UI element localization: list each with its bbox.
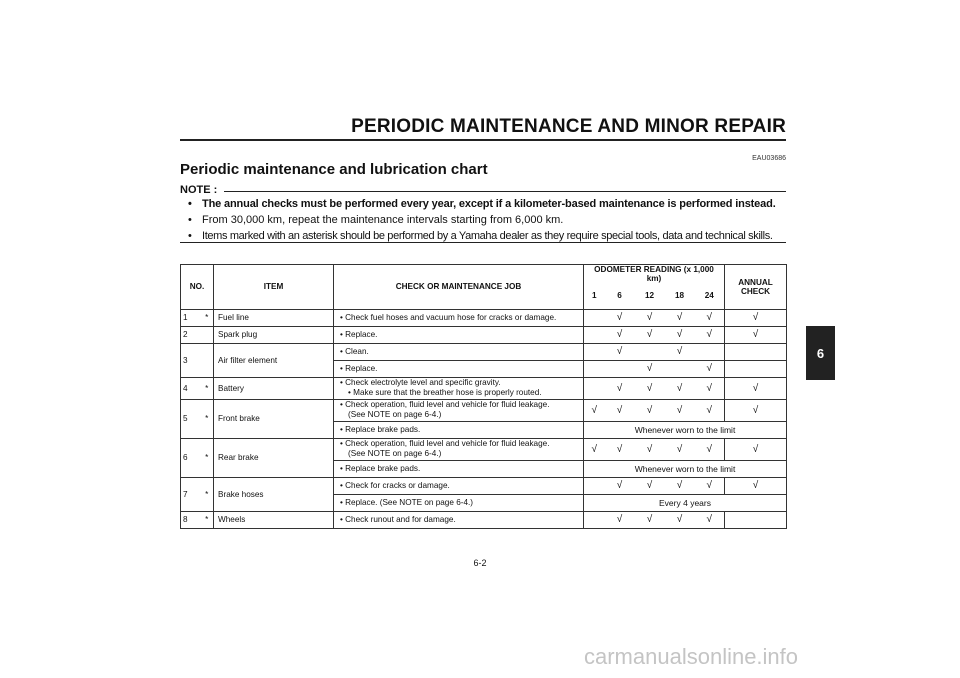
interval-check: √ (695, 399, 725, 421)
item-name: Battery (214, 377, 334, 399)
interval-check: √ (635, 511, 665, 528)
annual-check: √ (725, 326, 787, 343)
header-item: ITEM (214, 265, 334, 310)
job-line: • Replace. (340, 329, 378, 339)
interval-check: √ (635, 360, 665, 377)
job-line: • Replace brake pads. (340, 463, 421, 473)
row-number: 3 (181, 343, 201, 377)
row-number: 7 (181, 477, 201, 511)
row-number: 5 (181, 399, 201, 438)
maintenance-job (334, 511, 584, 528)
header-rule (180, 139, 786, 141)
interval-check: √ (635, 477, 665, 494)
job-line: • Replace. (See NOTE on page 6-4.) (340, 497, 474, 507)
job-line: • Check operation, fluid level and vehicle for fluid leakage. (340, 439, 550, 448)
interval-check: √ (605, 309, 635, 326)
note-rule (224, 191, 786, 192)
interval-check (584, 377, 605, 399)
interval-check: √ (605, 438, 635, 460)
table-row (181, 309, 787, 326)
job-line: • Check operation, fluid level and vehicle for fluid leakage. (340, 400, 550, 409)
maintenance-job (334, 460, 584, 477)
table-row (181, 343, 787, 360)
interval-note: Every 4 years (584, 494, 787, 511)
dealer-asterisk (201, 326, 214, 343)
section-title: Periodic maintenance and lubrication chart (180, 161, 488, 178)
interval-check: √ (584, 438, 605, 460)
interval-check: √ (665, 326, 695, 343)
maintenance-job (334, 360, 584, 377)
page-header-title: PERIODIC MAINTENANCE AND MINOR REPAIR (351, 116, 786, 137)
table-body (181, 309, 787, 528)
item-name: Air filter element (214, 343, 334, 377)
document-code: EAU03686 (752, 155, 786, 162)
item-name: Wheels (214, 511, 334, 528)
dealer-asterisk (201, 343, 214, 377)
header-interval: 1 (584, 283, 605, 309)
dealer-asterisk: * (201, 377, 214, 399)
annual-check (725, 360, 787, 377)
table-row (181, 477, 787, 494)
interval-check: √ (695, 377, 725, 399)
interval-check: √ (695, 360, 725, 377)
item-name: Brake hoses (214, 477, 334, 511)
row-number: 8 (181, 511, 201, 528)
interval-check (605, 360, 635, 377)
header-interval: 18 (665, 283, 695, 309)
maintenance-job (334, 399, 584, 421)
interval-check: √ (665, 438, 695, 460)
interval-check: √ (665, 309, 695, 326)
row-number: 6 (181, 438, 201, 477)
header-odometer: ODOMETER READING (x 1,000 km) (584, 265, 725, 284)
interval-check: √ (695, 511, 725, 528)
interval-check: √ (695, 309, 725, 326)
item-name: Front brake (214, 399, 334, 438)
interval-check: √ (605, 343, 635, 360)
annual-check: √ (725, 477, 787, 494)
interval-check: √ (635, 399, 665, 421)
interval-check: √ (695, 477, 725, 494)
dealer-asterisk: * (201, 438, 214, 477)
job-line: • Check fuel hoses and vacuum hose for cracks or damage. (340, 312, 557, 322)
interval-check (584, 326, 605, 343)
item-name: Rear brake (214, 438, 334, 477)
interval-check: √ (635, 326, 665, 343)
interval-check: √ (605, 377, 635, 399)
maintenance-job (334, 326, 584, 343)
interval-check (635, 343, 665, 360)
annual-check: √ (725, 377, 787, 399)
annual-check: √ (725, 309, 787, 326)
interval-check (695, 343, 725, 360)
maintenance-job (334, 309, 584, 326)
interval-check: √ (665, 377, 695, 399)
maintenance-job (334, 477, 584, 494)
dealer-asterisk: * (201, 511, 214, 528)
maintenance-job (334, 421, 584, 438)
maintenance-job (334, 438, 584, 460)
header-annual: ANNUAL CHECK (725, 265, 787, 310)
interval-check: √ (605, 326, 635, 343)
annual-check (725, 511, 787, 528)
interval-check: √ (635, 377, 665, 399)
table-row (181, 511, 787, 528)
annual-check (725, 343, 787, 360)
job-line: • Check electrolyte level and specific gravity. (340, 378, 501, 387)
maintenance-job (334, 377, 584, 399)
interval-check: √ (635, 309, 665, 326)
interval-check: √ (665, 511, 695, 528)
interval-check: √ (605, 477, 635, 494)
job-line: • Replace brake pads. (340, 424, 421, 434)
interval-check: √ (605, 511, 635, 528)
table-row (181, 326, 787, 343)
table-row (181, 438, 787, 460)
job-line: • Clean. (340, 346, 369, 356)
annual-check: √ (725, 438, 787, 460)
header-job: CHECK OR MAINTENANCE JOB (334, 265, 584, 310)
interval-check (584, 477, 605, 494)
chapter-tab: 6 (806, 326, 835, 380)
note-item: • Items marked with an asterisk should be performed by a Yamaha dealer as they require special tools, data and technical skills. (180, 229, 786, 243)
interval-check (584, 309, 605, 326)
watermark: carmanualsonline.info (584, 644, 799, 669)
header-interval: 24 (695, 283, 725, 309)
job-line: • Replace. (340, 363, 378, 373)
dealer-asterisk: * (201, 309, 214, 326)
interval-check: √ (635, 438, 665, 460)
header-interval: 12 (635, 283, 665, 309)
note-label: NOTE : (180, 184, 218, 196)
note-item: • The annual checks must be performed every year, except if a kilometer-based maintenance is performed instead. (180, 197, 786, 211)
job-line: • Make sure that the breather hose is properly routed. (348, 388, 542, 397)
job-line: (See NOTE on page 6-4.) (348, 410, 442, 419)
note-list (180, 197, 786, 245)
interval-check: √ (665, 399, 695, 421)
note-bottom-rule (180, 242, 786, 243)
table-header (181, 265, 787, 310)
interval-check: √ (665, 477, 695, 494)
table-row (181, 399, 787, 421)
row-number: 4 (181, 377, 201, 399)
row-number: 2 (181, 326, 201, 343)
job-line: • Check runout and for damage. (340, 514, 456, 524)
annual-check: √ (725, 399, 787, 421)
interval-check: √ (605, 399, 635, 421)
interval-note: Whenever worn to the limit (584, 460, 787, 477)
interval-check (665, 360, 695, 377)
interval-check: √ (584, 399, 605, 421)
item-name: Fuel line (214, 309, 334, 326)
dealer-asterisk: * (201, 477, 214, 511)
interval-check (584, 360, 605, 377)
page-number: 6-2 (473, 558, 487, 568)
maintenance-job (334, 494, 584, 511)
interval-note: Whenever worn to the limit (584, 421, 787, 438)
interval-check: √ (695, 438, 725, 460)
dealer-asterisk: * (201, 399, 214, 438)
maintenance-job (334, 343, 584, 360)
maintenance-chart-table (180, 264, 787, 529)
interval-check: √ (665, 343, 695, 360)
interval-check (584, 343, 605, 360)
header-no: NO. (181, 265, 214, 310)
note-item: • From 30,000 km, repeat the maintenance intervals starting from 6,000 km. (180, 213, 786, 227)
interval-check (584, 511, 605, 528)
header-interval: 6 (605, 283, 635, 309)
job-line: • Check for cracks or damage. (340, 480, 450, 490)
item-name: Spark plug (214, 326, 334, 343)
table-row (181, 377, 787, 399)
job-line: (See NOTE on page 6-4.) (348, 449, 442, 458)
interval-check: √ (695, 326, 725, 343)
row-number: 1 (181, 309, 201, 326)
